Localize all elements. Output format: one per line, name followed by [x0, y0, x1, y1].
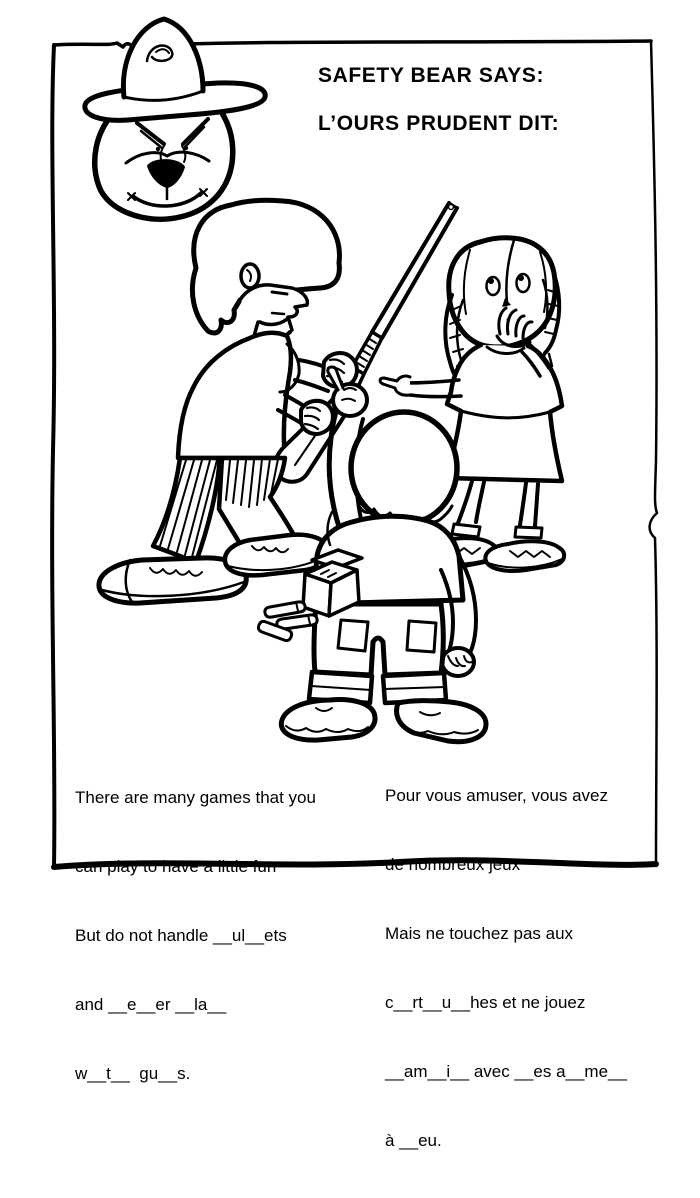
- caption-french-line: de nombreux jeux: [385, 855, 521, 874]
- caption-english: [75, 740, 316, 1131]
- caption-english-line: w__t__ gu__s.: [75, 1064, 191, 1083]
- caption-english-line: But do not handle __ul__ets: [75, 926, 287, 945]
- caption-english-line: There are many games that you: [75, 788, 316, 807]
- title-french: L’OURS PRUDENT DIT:: [318, 112, 560, 135]
- caption-french-line: __am__i__ avec __es a__me__: [385, 1062, 627, 1081]
- caption-french-line: Mais ne touchez pas aux: [385, 924, 574, 943]
- caption-french-line: c__rt__u__hes et ne jouez: [385, 993, 586, 1012]
- ranger-hat-crown: [123, 19, 203, 97]
- child-head: [351, 412, 457, 524]
- safety-bear-icon: [85, 19, 265, 219]
- caption-french-line: Pour vous amuser, vous avez: [385, 786, 609, 805]
- caption-english-line: and __e__er __la__: [75, 995, 227, 1014]
- caption-french: [385, 738, 627, 1198]
- cartridge: [265, 602, 305, 617]
- caption-french-line: à __eu.: [385, 1131, 442, 1150]
- title-english: SAFETY BEAR SAYS:: [318, 64, 545, 87]
- girl-pointing-hand: [380, 376, 410, 395]
- caption-english-line: can play to have a little fun: [75, 857, 277, 876]
